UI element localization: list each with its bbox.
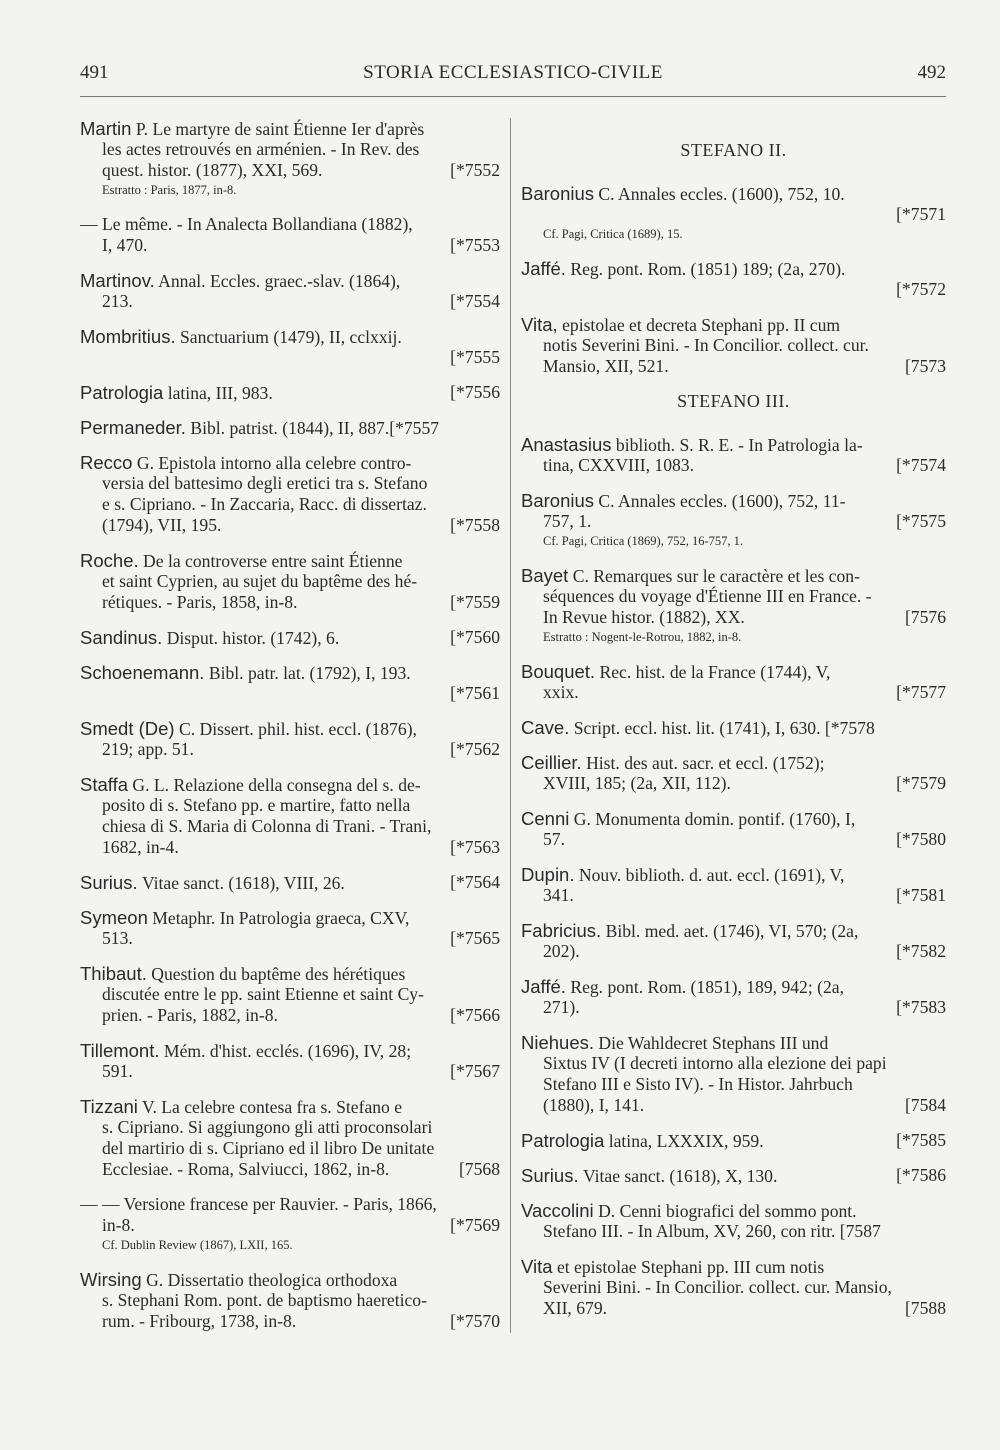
bibliography-entry	[521, 808, 946, 850]
entry-note: Cf. Pagi, Critica (1689), 15.	[543, 227, 683, 241]
entry-text: 57.	[543, 829, 565, 849]
entry-line	[521, 356, 946, 377]
entry-line	[521, 183, 946, 204]
entry-note: Cf. Dublin Review (1867), LXII, 165.	[102, 1238, 293, 1252]
entry-text: del martirio di s. Cipriano ed il libro De unitate	[102, 1138, 435, 1158]
reference-number: [*7561	[450, 683, 500, 703]
reference-number: [*7583	[896, 997, 946, 1017]
entry-line	[80, 571, 500, 592]
entry-text: G. Monumenta domin. pontif. (1760), I,	[573, 809, 856, 829]
entry-line	[80, 683, 500, 704]
entry-author: Vita	[521, 1256, 553, 1277]
entry-line	[521, 1095, 946, 1116]
entry-text: in-8.	[102, 1215, 135, 1235]
entry-text: 271).	[543, 997, 580, 1017]
entry-line	[80, 235, 500, 256]
bibliography-entry	[80, 417, 500, 438]
bibliography-entry	[521, 1130, 946, 1151]
entry-text: latina, III, 983.	[167, 383, 273, 403]
entry-line	[521, 335, 946, 356]
entry-text: XII, 679.	[543, 1298, 608, 1318]
reference-number: [*7565	[450, 928, 500, 948]
reference-number: [*7566	[450, 1005, 500, 1025]
bibliography-entry	[80, 963, 500, 1026]
entry-text: s. Stephani Rom. pont. de baptismo haeretico-	[102, 1290, 427, 1310]
bibliography-entry	[80, 662, 500, 704]
bibliography-entry	[521, 1200, 946, 1242]
reference-number: [*7556	[450, 382, 500, 402]
entry-line	[521, 829, 946, 850]
bibliography-entry	[80, 1269, 500, 1332]
left-page-number: 491	[80, 62, 109, 83]
bibliography-entry	[80, 214, 500, 256]
entry-line	[521, 1165, 946, 1186]
bibliography-entry	[80, 627, 500, 648]
entry-author: Symeon	[80, 907, 148, 928]
bibliography-entry	[80, 550, 500, 613]
entry-text: (1794), VII, 195.	[102, 515, 222, 535]
bibliography-entry	[521, 864, 946, 906]
entry-line	[80, 963, 500, 984]
entry-author: Baronius	[521, 183, 595, 204]
entry-author: Tizzani	[80, 1096, 138, 1117]
reference-number: [*7575	[896, 511, 946, 531]
entry-line	[521, 258, 946, 279]
entry-text: et epistolae Stephani pp. III cum notis	[556, 1257, 825, 1277]
entry-text: C. Dissert. phil. hist. eccl. (1876),	[178, 719, 417, 739]
entry-text: G. Dissertatio theologica orthodoxa	[146, 1270, 398, 1290]
entry-author: Patrologia	[80, 382, 164, 403]
entry-line	[521, 455, 946, 476]
entry-author: Recco	[80, 452, 133, 473]
entry-text: séquences du voyage d'Étienne III en France. -	[543, 586, 872, 606]
entry-line	[521, 808, 946, 829]
entry-line	[521, 682, 946, 703]
entry-line	[80, 515, 500, 536]
entry-text: — — Versione francese per Rauvier. - Paris, 1866,	[80, 1194, 437, 1214]
bibliography-entry	[521, 1165, 946, 1186]
bibliography-entry	[80, 452, 500, 536]
entry-author: Staffa	[80, 774, 129, 795]
entry-line	[80, 795, 500, 816]
entry-line	[80, 417, 500, 438]
entry-line	[80, 816, 500, 837]
reference-number: [7568	[458, 1159, 500, 1179]
reference-number: [*7552	[450, 160, 500, 180]
entry-text: quest. histor. (1877), XXI, 569.	[102, 160, 323, 180]
entry-text: rétiques. - Paris, 1858, in-8.	[102, 592, 298, 612]
running-title: STORIA ECCLESIASTICO-CIVILE	[363, 62, 663, 83]
entry-line	[80, 452, 500, 473]
entry-text: D. Cenni biografici del sommo pont.	[598, 1201, 857, 1221]
entry-author: Martinov.	[80, 270, 155, 291]
entry-author: Vaccolini	[521, 1200, 594, 1221]
entry-author: Surius.	[521, 1165, 579, 1186]
entry-text: versia del battesimo degli eretici tra s. Stefano	[102, 473, 428, 493]
entry-line	[80, 1061, 500, 1082]
entry-note: Estratto : Nogent-le-Rotrou, 1882, in-8.	[543, 630, 742, 644]
entry-line	[521, 586, 946, 607]
entry-text: prien. - Paris, 1882, in-8.	[102, 1005, 278, 1025]
bibliography-entry	[521, 920, 946, 962]
entry-line	[521, 773, 946, 794]
reference-number: [*7572	[896, 279, 946, 299]
entry-text: Disput. histor. (1742), 6.	[166, 628, 340, 648]
entry-line	[80, 270, 500, 291]
entry-author: Mombritius.	[80, 326, 176, 347]
bibliography-entry	[80, 326, 500, 368]
reference-number: [*7581	[896, 885, 946, 905]
entry-text: Reg. pont. Rom. (1851), 189, 942; (2a,	[570, 977, 844, 997]
reference-number: [*7560	[450, 627, 500, 647]
entry-line	[521, 1221, 946, 1242]
entry-line	[80, 627, 500, 648]
entry-text: Bibl. patr. lat. (1792), I, 193.	[208, 663, 411, 683]
entry-text: 202).	[543, 941, 580, 961]
entry-text: latina, LXXXIX, 959.	[608, 1131, 764, 1151]
entry-line	[80, 1138, 500, 1159]
entry-line	[521, 1032, 946, 1053]
bibliography-entry	[521, 752, 946, 794]
entry-author: Patrologia	[521, 1130, 605, 1151]
entry-text: 341.	[543, 885, 574, 905]
entry-text: epistolae et decreta Stephani pp. II cum	[562, 315, 841, 335]
bibliography-entry	[80, 1040, 500, 1082]
entry-text: G. Epistola intorno alla celebre contro-	[136, 453, 412, 473]
entry-text: Sixtus IV (I decreti intorno alla elezione dei papi	[543, 1053, 887, 1073]
reference-number: [*7564	[450, 872, 500, 892]
entry-text: Stefano III. - In Album, XV, 260, con ritr. [7587	[543, 1221, 881, 1241]
entry-line	[521, 1277, 946, 1298]
bibliography-entry	[521, 1032, 946, 1116]
entry-text: (1880), I, 141.	[543, 1095, 645, 1115]
entry-text: e s. Cipriano. - In Zaccaria, Racc. di dissertaz.	[102, 494, 427, 514]
entry-line	[521, 1074, 946, 1095]
bibliography-entry	[521, 490, 946, 551]
bibliography-entry	[80, 907, 500, 949]
entry-line	[80, 984, 500, 1005]
entry-text: I, 470.	[102, 235, 148, 255]
reference-number: [*7553	[450, 235, 500, 255]
entry-line	[80, 347, 500, 368]
entry-author: Niehues.	[521, 1032, 595, 1053]
reference-number: [*7569	[450, 1215, 500, 1235]
entry-author: Dupin.	[521, 864, 575, 885]
entry-text: G. L. Relazione della consegna del s. de-	[132, 775, 421, 795]
entry-text: In Revue histor. (1882), XX.	[543, 607, 745, 627]
entry-line	[80, 907, 500, 928]
reference-number: [*7562	[450, 739, 500, 759]
entry-text: Reg. pont. Rom. (1851) 189; (2a, 270).	[570, 259, 846, 279]
bibliography-entry	[80, 718, 500, 760]
entry-author: Baronius	[521, 490, 595, 511]
entry-text: Sanctuarium (1479), II, cclxxij.	[180, 327, 402, 347]
right-column	[521, 118, 946, 1333]
entry-line	[80, 1215, 500, 1236]
entry-author: Anastasius	[521, 434, 612, 455]
entry-line	[521, 490, 946, 511]
reference-number: [*7585	[896, 1130, 946, 1150]
reference-number: [*7574	[896, 455, 946, 475]
entry-line	[521, 941, 946, 962]
entry-text: C. Annales eccles. (1600), 752, 10.	[598, 184, 845, 204]
entry-author: Smedt (De)	[80, 718, 175, 739]
entry-line	[80, 1194, 500, 1215]
entry-author: Jaffé.	[521, 976, 566, 997]
entry-line	[521, 864, 946, 885]
entry-author: Thibaut.	[80, 963, 147, 984]
bibliography-entry	[521, 258, 946, 300]
entry-text: De la controverse entre saint Étienne	[143, 551, 403, 571]
bibliography-entry	[521, 565, 946, 647]
bibliography-entry	[80, 1194, 500, 1255]
entry-line	[521, 661, 946, 682]
entry-text: Mém. d'hist. ecclés. (1696), IV, 28;	[163, 1041, 412, 1061]
entry-text: Annal. Eccles. graec.-slav. (1864),	[158, 271, 401, 291]
entry-author: Surius.	[80, 872, 138, 893]
entry-line	[521, 885, 946, 906]
entry-line	[80, 139, 500, 160]
entry-text: Stefano III e Sisto IV). - In Histor. Jahrbuch	[543, 1074, 853, 1094]
entry-line	[80, 473, 500, 494]
reference-number: [7576	[904, 607, 946, 627]
entry-line	[521, 1130, 946, 1151]
entry-line	[80, 382, 500, 403]
bibliography-entry	[521, 976, 946, 1018]
entry-line	[521, 920, 946, 941]
reference-number: [*7563	[450, 837, 500, 857]
entry-text: Nouv. biblioth. d. aut. eccl. (1691), V,	[578, 865, 845, 885]
entry-author: Ceillier.	[521, 752, 582, 773]
entry-line	[80, 1269, 500, 1290]
bibliography-entry	[521, 717, 946, 738]
entry-text: XVIII, 185; (2a, XII, 112).	[543, 773, 731, 793]
entry-line	[80, 1311, 500, 1332]
reference-number: [*7577	[896, 682, 946, 702]
reference-number: [*7571	[896, 204, 946, 224]
bibliography-entry	[521, 661, 946, 703]
entry-author: Cave.	[521, 717, 570, 738]
entry-text: Hist. des aut. sacr. et eccl. (1752);	[586, 753, 825, 773]
reference-number: [7588	[904, 1298, 946, 1318]
entry-line	[521, 314, 946, 335]
entry-author: Bayet	[521, 565, 569, 586]
entry-text: 1682, in-4.	[102, 837, 179, 857]
header-rule	[80, 96, 946, 97]
entry-line	[80, 928, 500, 949]
entry-text: discutée entre le pp. saint Etienne et saint Cy-	[102, 984, 424, 1004]
reference-number: [*7558	[450, 515, 500, 535]
entry-text: Vitae sanct. (1618), X, 130.	[582, 1166, 778, 1186]
entry-text: notis Severini Bini. - In Concilior. collect. cur.	[543, 335, 869, 355]
section-heading-stefano-ii: STEFANO II.	[680, 140, 787, 160]
entry-author: Jaffé.	[521, 258, 566, 279]
entry-text: tina, CXXVIII, 1083.	[543, 455, 694, 475]
bibliography-entry	[521, 434, 946, 476]
entry-line	[521, 607, 946, 628]
reference-number: [*7582	[896, 941, 946, 961]
entry-text: V. La celebre contesa fra s. Stefano e	[142, 1097, 403, 1117]
entry-text: P. Le martyre de saint Étienne Ier d'après	[135, 119, 425, 139]
entry-text: Severini Bini. - In Concilior. collect. cur. Mansio,	[543, 1277, 892, 1297]
entry-line	[521, 1256, 946, 1277]
reference-number: [*7559	[450, 592, 500, 612]
entry-text: et saint Cyprien, au sujet du baptême des hé-	[102, 571, 418, 591]
bibliography-entry	[80, 270, 500, 312]
entry-text: Question du baptême des hérétiques	[151, 964, 406, 984]
entry-line	[80, 1096, 500, 1117]
entry-text: 219; app. 51.	[102, 739, 194, 759]
entry-text: 213.	[102, 291, 133, 311]
reference-number: [*7555	[450, 347, 500, 367]
entry-text: Metaphr. In Patrologia graeca, CXV,	[152, 908, 410, 928]
entry-line	[80, 592, 500, 613]
entry-text: posito di s. Stefano pp. e martire, fatto nella	[102, 795, 411, 815]
entry-line	[521, 204, 946, 225]
entry-line	[80, 214, 500, 235]
entry-text: Script. eccl. hist. lit. (1741), I, 630. [*7578	[573, 718, 875, 738]
entry-text: C. Remarques sur le caractère et les con-	[572, 566, 860, 586]
entry-text: C. Annales eccles. (1600), 752, 11-	[598, 491, 846, 511]
entry-line	[521, 565, 946, 586]
entry-author: Martin	[80, 118, 132, 139]
entry-line	[80, 326, 500, 347]
entry-note: Cf. Pagi, Critica (1869), 752, 16-757, 1.	[543, 534, 743, 548]
entry-text: les actes retrouvés en arménien. - In Rev. des	[102, 139, 420, 159]
entry-author: Sandinus.	[80, 627, 163, 648]
entry-text: Die Wahldecret Stephans III und	[598, 1033, 829, 1053]
entry-text: Ecclesiae. - Roma, Salviucci, 1862, in-8.	[102, 1159, 390, 1179]
reference-number: [*7580	[896, 829, 946, 849]
entry-line	[521, 976, 946, 997]
entry-text: Rec. hist. de la France (1744), V,	[599, 662, 831, 682]
bibliography-entry	[521, 1256, 946, 1319]
page-header	[80, 62, 946, 88]
entry-line	[521, 511, 946, 532]
entry-text: 591.	[102, 1061, 133, 1081]
bibliography-entry	[521, 314, 946, 377]
entry-text: 513.	[102, 928, 133, 948]
reference-number: [*7570	[450, 1311, 500, 1331]
entry-line	[80, 118, 500, 139]
entry-text: Bibl. med. aet. (1746), VI, 570; (2a,	[605, 921, 859, 941]
entry-line	[80, 1040, 500, 1061]
column-divider	[510, 118, 511, 1333]
bibliography-entry	[80, 382, 500, 403]
entry-author: Tillemont.	[80, 1040, 160, 1061]
entry-author: Roche.	[80, 550, 139, 571]
entry-line	[80, 718, 500, 739]
reference-number: [7573	[904, 356, 946, 376]
entry-line	[521, 434, 946, 455]
entry-line	[521, 997, 946, 1018]
entry-line	[80, 494, 500, 515]
reference-number: [*7567	[450, 1061, 500, 1081]
reference-number: [*7586	[896, 1165, 946, 1185]
entry-line	[521, 279, 946, 300]
entry-line	[80, 291, 500, 312]
entry-line	[80, 872, 500, 893]
entry-author: Bouquet.	[521, 661, 596, 682]
entry-text: s. Cipriano. Si aggiungono gli atti proconsolari	[102, 1117, 433, 1137]
entry-text: Bibl. patrist. (1844), II, 887.[*7557	[190, 418, 440, 438]
stefano-ii-entries	[521, 183, 946, 377]
entry-line	[80, 662, 500, 683]
entry-text: chiesa di S. Maria di Colonna di Trani. - Trani,	[102, 816, 432, 836]
entry-note: Estratto : Paris, 1877, in-8.	[102, 183, 237, 197]
right-page-number: 492	[917, 62, 946, 83]
entry-text: xxix.	[543, 682, 579, 702]
entry-text: Mansio, XII, 521.	[543, 356, 669, 376]
entry-line	[80, 1159, 500, 1180]
entry-line	[80, 160, 500, 181]
entry-line	[80, 1005, 500, 1026]
reference-number: [7584	[904, 1095, 946, 1115]
entry-author: Vita,	[521, 314, 558, 335]
entry-line	[80, 550, 500, 571]
entry-line	[80, 1117, 500, 1138]
entry-text: rum. - Fribourg, 1738, in-8.	[102, 1311, 297, 1331]
section-heading-stefano-iii: STEFANO III.	[677, 391, 790, 411]
entry-author: Cenni	[521, 808, 570, 829]
entry-line	[521, 1298, 946, 1319]
entry-line	[80, 774, 500, 795]
bibliography-entry	[80, 1096, 500, 1180]
bibliography-entry	[521, 183, 946, 244]
entry-line	[80, 739, 500, 760]
bibliography-entry	[80, 872, 500, 893]
entry-line	[521, 752, 946, 773]
bibliography-entry	[80, 118, 500, 200]
reference-number: [*7554	[450, 291, 500, 311]
entry-text: 757, 1.	[543, 511, 592, 531]
bibliography-entry	[80, 774, 500, 858]
entry-line	[521, 1053, 946, 1074]
stefano-iii-entries	[521, 434, 946, 1319]
entry-author: Fabricius.	[521, 920, 602, 941]
entry-text: — Le même. - In Analecta Bollandiana (1882),	[80, 214, 413, 234]
entry-author: Schoenemann.	[80, 662, 205, 683]
entry-line	[521, 717, 946, 738]
reference-number: [*7579	[896, 773, 946, 793]
entry-line	[80, 837, 500, 858]
entry-line	[80, 1290, 500, 1311]
entry-author: Permaneder.	[80, 417, 186, 438]
entry-line	[521, 1200, 946, 1221]
left-column	[80, 118, 500, 1346]
entry-text: biblioth. S. R. E. - In Patrologia la-	[615, 435, 863, 455]
entry-text: Vitae sanct. (1618), VIII, 26.	[141, 873, 345, 893]
entry-author: Wirsing	[80, 1269, 142, 1290]
